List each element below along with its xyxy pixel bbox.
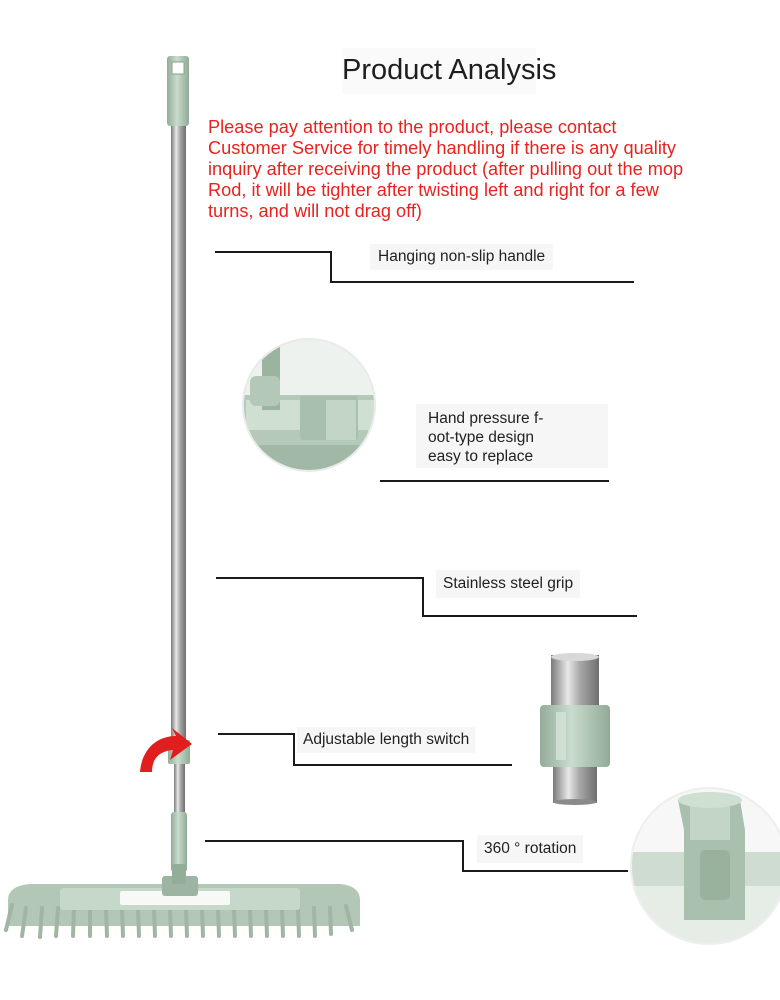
page-title: Product Analysis bbox=[342, 48, 536, 94]
hanging-hole bbox=[172, 62, 184, 74]
length-switch-part bbox=[540, 653, 610, 805]
label-rotation: 360 ° rotation bbox=[477, 835, 583, 863]
label-length-switch: Adjustable length switch bbox=[297, 727, 475, 753]
mop-head bbox=[6, 864, 360, 937]
pole-joint bbox=[171, 812, 187, 872]
pressure-line: easy to replace bbox=[428, 448, 534, 465]
notice-line: Rod, it will be tighter after twisting left and right for a few bbox=[208, 180, 659, 200]
notice-line: turns, and will not drag off) bbox=[208, 201, 422, 221]
label-handle: Hanging non-slip handle bbox=[370, 244, 553, 270]
pressure-line: oot-type design bbox=[428, 429, 534, 446]
notice-line: Customer Service for timely handling if there is any quality bbox=[208, 138, 677, 158]
label-steel-grip: Stainless steel grip bbox=[436, 570, 580, 598]
notice-text bbox=[208, 117, 776, 222]
pressure-design-inset bbox=[240, 335, 380, 475]
label-pressure-design bbox=[416, 404, 608, 468]
upper-steel-tube bbox=[171, 126, 186, 740]
notice-line: Please pay attention to the product, please contact bbox=[208, 117, 617, 137]
notice-line: inquiry after receiving the product (after pulling out the mop bbox=[208, 159, 684, 179]
lower-steel-tube bbox=[174, 764, 185, 814]
pressure-line: Hand pressure f- bbox=[428, 410, 544, 427]
